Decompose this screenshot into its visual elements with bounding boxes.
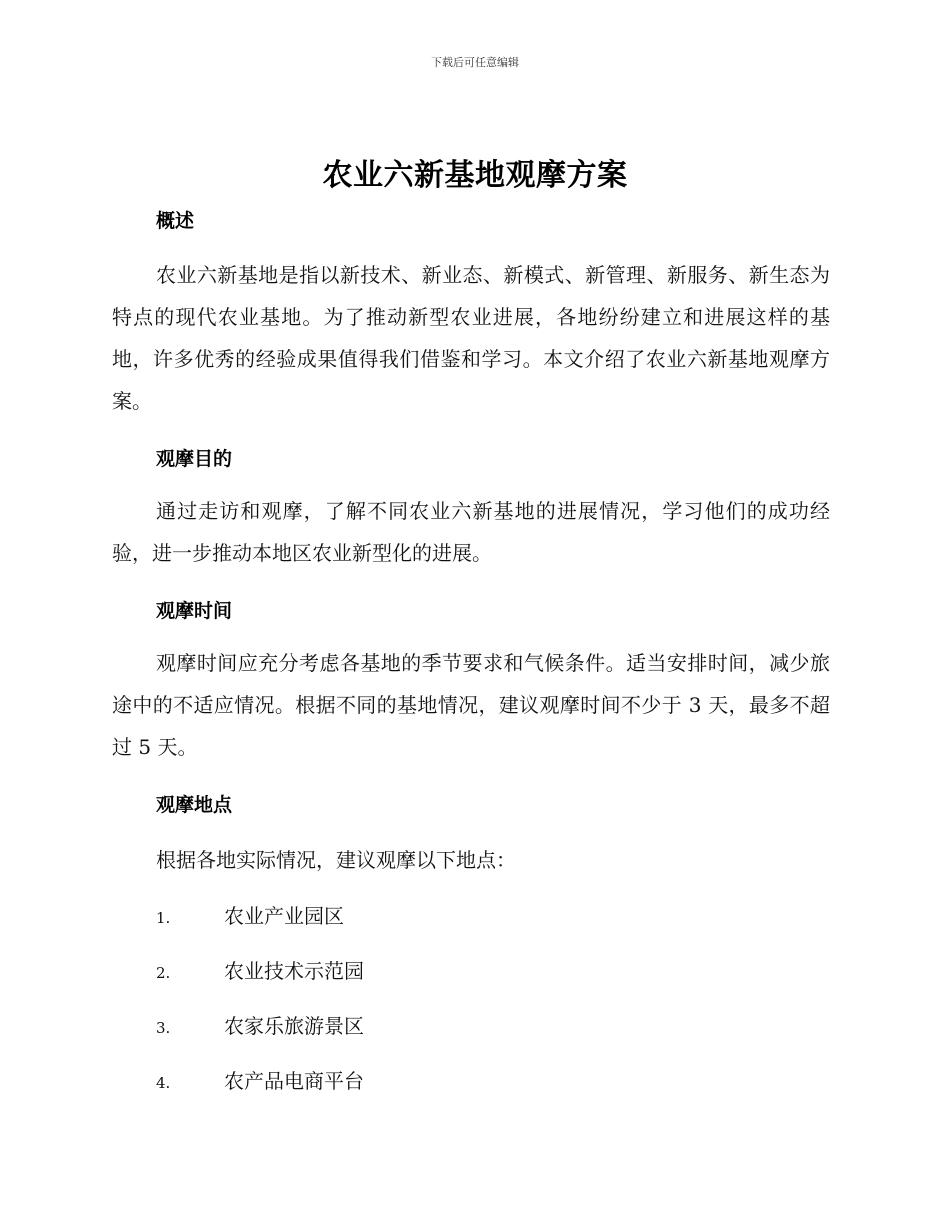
list-item: [156, 900, 344, 929]
list-item-label: 农业产业园区: [224, 904, 344, 928]
document-title: 农业六新基地观摩方案: [322, 158, 628, 193]
header-note: 下载后可任意编辑: [431, 56, 519, 69]
paragraph-overview: 农业六新基地是指以新技术、新业态、新模式、新管理、新服务、新生态为特点的现代农业基地。为了推动新型农业进展，各地纷纷建立和进展这样的基地，许多优秀的经验成果值得我们借鉴和学习。本文介绍了农业六新基地观摩方案。: [112, 263, 830, 413]
list-item: [156, 1065, 364, 1094]
list-item-number: 4.: [156, 1074, 171, 1092]
list-item-label: 农家乐旅游景区: [224, 1014, 364, 1038]
section-heading-purpose: 观摩目的: [156, 448, 233, 470]
list-item: [156, 1010, 364, 1039]
list-item-label: 农产品电商平台: [224, 1069, 364, 1093]
paragraph-purpose: 通过走访和观摩，了解不同农业六新基地的进展情况，学习他们的成功经验，进一步推动本地区农业新型化的进展。: [112, 499, 830, 565]
location-intro: 根据各地实际情况，建议观摩以下地点：: [156, 848, 516, 872]
section-heading-location: 观摩地点: [156, 794, 233, 816]
list-item-number: 1.: [156, 909, 171, 927]
section-heading-overview: 概述: [156, 210, 195, 232]
section-heading-time: 观摩时间: [156, 600, 233, 622]
list-item-label: 农业技术示范园: [224, 959, 364, 983]
paragraph-time: 观摩时间应充分考虑各基地的季节要求和气候条件。适当安排时间，减少旅途中的不适应情况。根据不同的基地情况，建议观摩时间不少于 3 天，最多不超过 5 天。: [112, 651, 830, 759]
list-item-number: 2.: [156, 964, 171, 982]
list-item: [156, 955, 364, 984]
list-item-number: 3.: [156, 1019, 171, 1037]
